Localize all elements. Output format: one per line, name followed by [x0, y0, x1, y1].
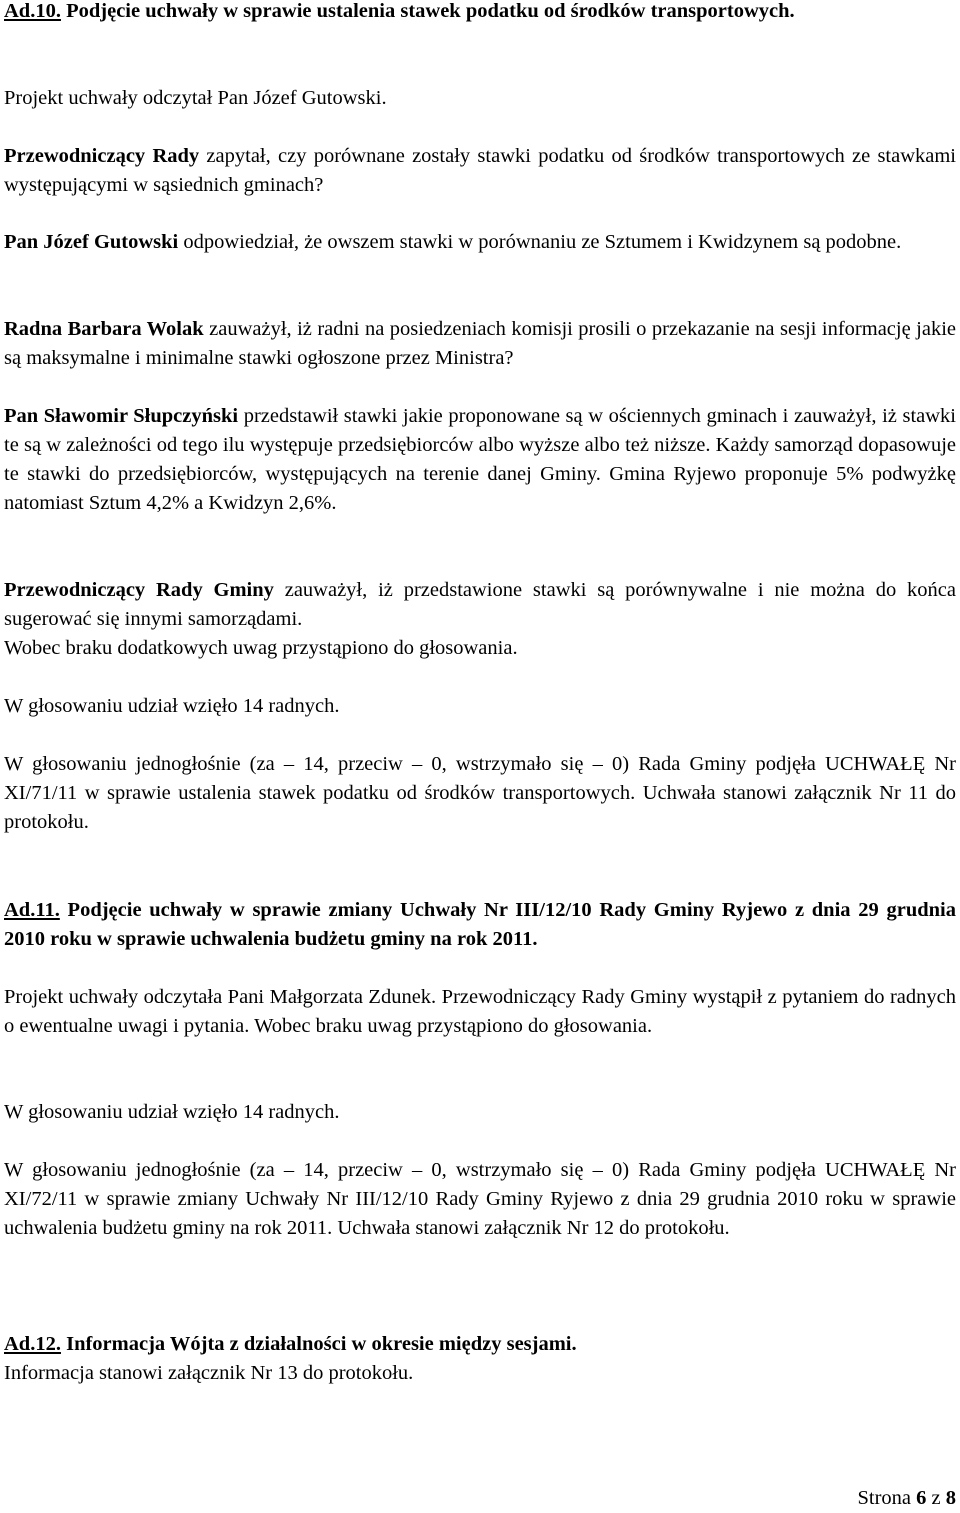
agenda-item-title: Podjęcie uchwały w sprawie zmiany Uchwały Nr III/12/10 Rady Gminy Ryjewo z dnia 29 grudnia 2010 roku w sprawie uchwalenia budżetu gminy na rok 2011. — [4, 899, 956, 950]
speaker-name: Przewodniczący Rady — [4, 145, 200, 167]
agenda-item-label: Ad.11. — [4, 899, 60, 921]
agenda-item-12-note: Informacja stanowi załącznik Nr 13 do protokołu. — [4, 1362, 414, 1384]
speaker-name: Radna Barbara Wolak — [4, 318, 204, 340]
agenda-item-title: Podjęcie uchwały w sprawie ustalenia stawek podatku od środków transportowych. — [60, 0, 795, 22]
speech-text: przedstawił stawki jakie proponowane są w ościennych gminach i zauważył, iż stawki te są w zależności od tego ilu występuje przedsiębiorców albo wyższe albo też niższe. Każdy samorząd dopasowuje te stawki do przedsiębiorców, występujących na terenie danej Gminy. Gmina Ryjewo proponuje 5% podwyżkę natomiast Sztum 4,2% a Kwidzyn 2,6%. — [4, 405, 956, 514]
paragraph-chairman-remark — [4, 576, 956, 663]
speech-text: odpowiedział, że owszem stawki w porównaniu ze Sztumem i Kwidzynem są podobne. — [178, 231, 902, 253]
paragraph-wolak-remark — [4, 315, 956, 373]
paragraph-vote-result-2: W głosowaniu jednogłośnie (za – 14, przeciw – 0, wstrzymało się – 0) Rada Gminy podjęła UCHWAŁĘ Nr XI/72/11 w sprawie zmiany Uchwały Nr III/12/10 Rady Gminy Ryjewo z dnia 29 grudnia 2010 roku w sprawie uchwalenia budżetu gminy na rok 2011. Uchwała stanowi załącznik Nr 12 do protokołu. — [4, 1159, 956, 1239]
footer-page-total: 8 — [945, 1487, 956, 1509]
footer-page-number: 6 — [916, 1487, 927, 1509]
agenda-item-12-heading — [4, 1333, 577, 1355]
paragraph-vote-result: W głosowaniu jednogłośnie (za – 14, przeciw – 0, wstrzymało się – 0) Rada Gminy podjęła UCHWAŁĘ Nr XI/71/11 w sprawie ustalenia stawek podatku od środków transportowych. Uchwała stanowi załącznik Nr 11 do protokołu. — [4, 753, 956, 833]
agenda-item-label: Ad.10. — [4, 0, 61, 22]
speech-text-line2: Wobec braku dodatkowych uwag przystąpiono do głosowania. — [4, 637, 518, 659]
paragraph-chairman-question — [4, 142, 956, 200]
paragraph-reading: Projekt uchwały odczytał Pan Józef Gutowski. — [4, 87, 387, 109]
paragraph-vote-participation: W głosowaniu udział wzięło 14 radnych. — [4, 695, 340, 717]
paragraph-slupczynski-statement — [4, 402, 956, 518]
paragraph-reading-2: Projekt uchwały odczytała Pani Małgorzata Zdunek. Przewodniczący Rady Gminy wystąpił z pytaniem do radnych o ewentualne uwagi i pytania. Wobec braku uwag przystąpiono do głosowania. — [4, 986, 956, 1037]
speaker-name: Pan Józef Gutowski — [4, 231, 179, 253]
paragraph-vote-participation-2: W głosowaniu udział wzięło 14 radnych. — [4, 1101, 340, 1123]
agenda-item-11-heading — [4, 896, 956, 954]
agenda-item-12 — [4, 1330, 956, 1388]
agenda-item-title: Informacja Wójta z działalności w okresie między sesjami. — [60, 1333, 577, 1355]
paragraph-gutowski-answer — [4, 228, 956, 257]
footer-of-label: z — [926, 1487, 946, 1509]
speech-text: zauważył, iż radni na posiedzeniach komisji prosili o przekazanie na sesji informację jakie są maksymalne i minimalne stawki ogłoszone przez Ministra? — [4, 318, 956, 369]
speaker-name: Przewodniczący Rady Gminy — [4, 579, 274, 601]
speaker-name: Pan Sławomir Słupczyński — [4, 405, 239, 427]
footer-page-label: Strona — [857, 1487, 917, 1509]
agenda-item-label: Ad.12. — [4, 1333, 61, 1355]
speech-text: zapytał, czy porównane zostały stawki podatku od środków transportowych ze stawkami występującymi w sąsiednich gminach? — [4, 145, 957, 196]
agenda-item-10-heading — [4, 0, 956, 26]
speech-text: zauważył, iż przedstawione stawki są porównywalne i nie można do końca sugerować się innymi samorządami. — [4, 579, 956, 630]
